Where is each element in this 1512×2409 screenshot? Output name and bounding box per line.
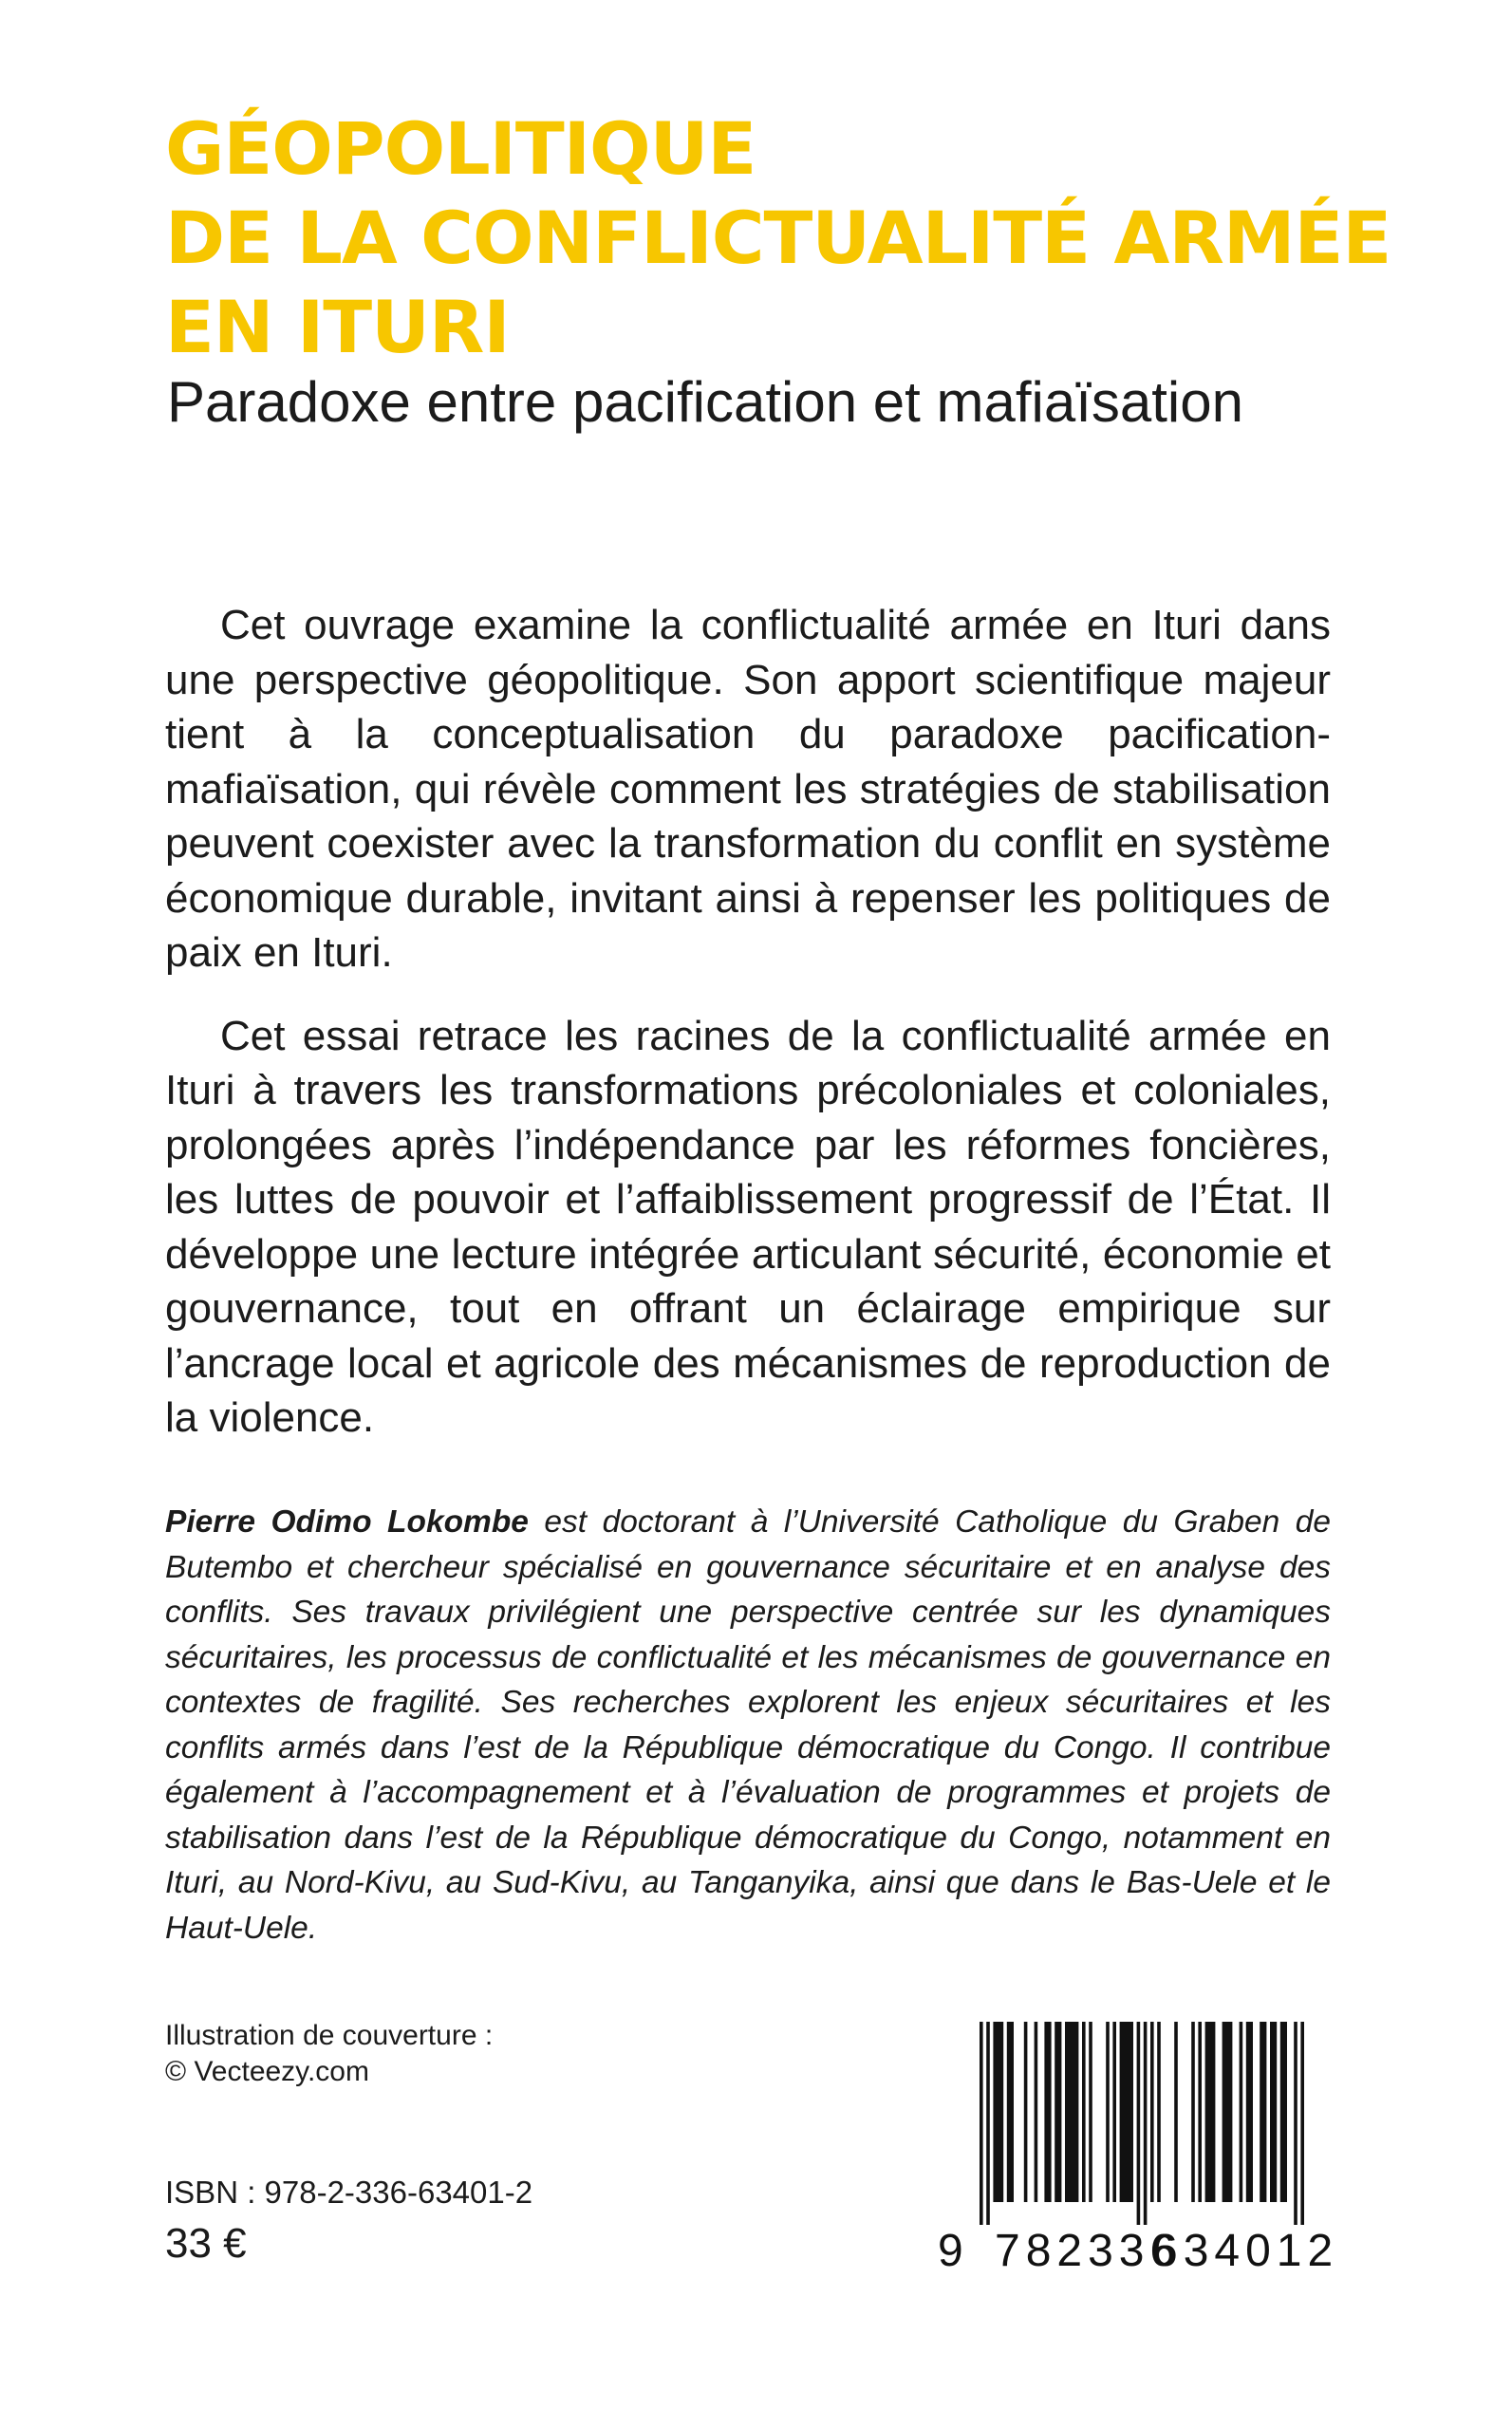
barcode-bar: [1055, 2022, 1061, 2202]
book-title: [165, 104, 1399, 372]
barcode-bar: [1270, 2022, 1277, 2202]
barcode-left-group: 782336: [995, 2226, 1182, 2276]
credit-label: Illustration de couverture :: [165, 2020, 494, 2051]
isbn: ISBN : 978-2-336-63401-2: [165, 2175, 533, 2210]
title-line-1: GÉOPOLITIQUE: [165, 106, 756, 191]
barcode-bar: [1280, 2022, 1287, 2202]
title-line-2: DE LA CONFLICTUALITÉ ARMÉE: [165, 196, 1391, 280]
barcode-bar: [1260, 2022, 1266, 2202]
barcode-bar: [1065, 2022, 1078, 2202]
author-name: Pierre Odimo Lokombe: [165, 1504, 529, 1540]
barcode-guard-bar: [1294, 2022, 1297, 2225]
barcode-bar: [993, 2022, 1003, 2202]
barcode-guard-bar: [1144, 2022, 1148, 2225]
barcode-bar: [1120, 2022, 1133, 2202]
barcode-bars: [938, 2022, 1327, 2225]
barcode-bar: [1150, 2022, 1154, 2202]
barcode-bar: [1082, 2022, 1086, 2202]
author-bio-text: est doctorant à l’Université Catholique du Graben de Butembo et chercheur spécialisé en gouvernance sécuritaire et en analyse des conflits. Ses travaux privilégient une perspective centrée sur les dynamiques sécuritaires, les processus de conflictualité et les mécanismes de gouvernance en contextes de fragilité. Ses recherches explorent les enjeux sécuritaires et les conflits armés dans l’est de la République démocratique du Congo. Il contribue également à l’accompagnement et à l’évaluation de programmes et projets de stabilisation dans l’est de la République démocratique du Congo, notamment en Ituri, au Nord-Kivu, au Sud-Kivu, au Tanganyika, ainsi que dans le Bas-Uele et le Haut-Uele.: [165, 1504, 1331, 1946]
price: 33 €: [165, 2220, 247, 2267]
summary-paragraph-1: Cet ouvrage examine la conflictualité armée en Ituri dans une perspective géopolitique. Son apport scientifique majeur tient à la conceptualisation du paradoxe pacification-mafiaïsation, qui révèle comment les stratégies de stabilisation peuvent coexister avec la transformation du conflit en système économique durable, invitant ainsi à repenser les politiques de paix en Ituri.: [165, 602, 1331, 976]
barcode-right-group: 634012: [1152, 2226, 1339, 2276]
book-subtitle: Paradoxe entre pacification et mafiaïsation: [167, 370, 1243, 434]
barcode-bar: [1157, 2022, 1161, 2202]
barcode-guard-bar: [980, 2022, 983, 2225]
illustration-credit: [165, 2018, 493, 2090]
barcode-bar: [1198, 2022, 1202, 2202]
barcode-bar: [1240, 2022, 1243, 2202]
barcode-first-digit: 9: [938, 2226, 963, 2276]
barcode-bar: [1044, 2022, 1051, 2202]
author-bio: [165, 1500, 1331, 1951]
barcode-guard-bar: [1137, 2022, 1141, 2225]
barcode-guard-bar: [1300, 2022, 1304, 2225]
summary: [165, 598, 1331, 1446]
credit-source: © Vecteezy.com: [165, 2056, 369, 2087]
barcode: [938, 2022, 1339, 2280]
barcode-bar: [1112, 2022, 1116, 2202]
barcode-bar: [1007, 2022, 1014, 2202]
barcode-bar: [1191, 2022, 1195, 2202]
barcode-bar: [1035, 2022, 1038, 2202]
barcode-bar: [1174, 2022, 1178, 2202]
barcode-bar: [1106, 2022, 1110, 2202]
barcode-bar: [1223, 2022, 1233, 2202]
barcode-bar: [1205, 2022, 1216, 2202]
summary-paragraph-2: Cet essai retrace les racines de la conflictualité armée en Ituri à travers les transformations précoloniales et coloniales, prolongées après l’indépendance par les réformes foncières, les luttes de pouvoir et l’affaiblissement progressif de l’État. Il développe une lecture intégrée articulant sécurité, économie et gouvernance, tout en offrant un éclairage empirique sur l’ancrage local et agricole des mécanismes de reproduction de la violence.: [165, 1012, 1331, 1441]
author-bio-paragraph: [165, 1500, 1331, 1951]
title-line-3: EN ITURI: [165, 285, 510, 369]
barcode-bar: [1246, 2022, 1253, 2202]
barcode-bar: [1089, 2022, 1092, 2202]
barcode-bar: [1024, 2022, 1028, 2202]
barcode-guard-bar: [986, 2022, 990, 2225]
